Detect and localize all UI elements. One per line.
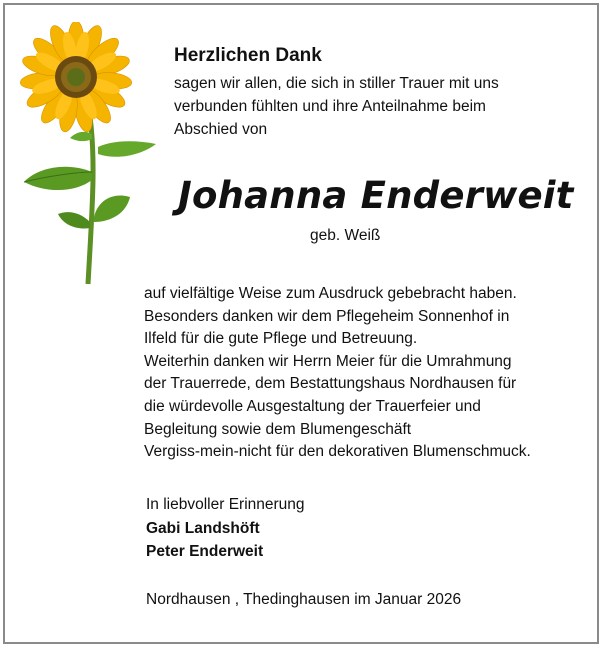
intro-line: Abschied von <box>174 121 268 138</box>
intro-line: sagen wir allen, die sich in stiller Trauer mit uns <box>174 75 499 92</box>
birth-name: geb. Weiß <box>310 227 381 244</box>
signer-name: Peter Enderweit <box>146 543 264 560</box>
signer-name: Gabi Landshöft <box>146 519 260 537</box>
greeting: In liebvoller Erinnerung <box>146 496 305 513</box>
body-line: Begleitung sowie dem Blumengeschäft <box>144 420 412 438</box>
intro-line: verbunden fühlten und ihre Anteilnahme beim <box>174 98 486 115</box>
heading: Herzlichen Dank <box>174 45 322 66</box>
body-line: Besonders danken wir dem Pflegeheim Sonnenhof in <box>144 307 510 325</box>
deceased-name: Johanna Enderweit <box>178 174 574 217</box>
signoff <box>146 493 305 564</box>
body-line: Vergiss-mein-nicht für den dekorativen Blumenschmuck. <box>144 443 531 461</box>
body-line: auf vielfältige Weise zum Ausdruck gebebracht haben. <box>144 285 517 302</box>
place-date: Nordhausen , Thedinghausen im Januar 2026 <box>146 591 462 608</box>
body-line: Ilfeld für die gute Pflege und Betreuung. <box>144 330 418 348</box>
sunflower-icon <box>18 22 168 287</box>
body-text <box>144 283 589 464</box>
intro-text <box>174 72 574 141</box>
body-line: der Trauerrede, dem Bestattungshaus Nordhausen für <box>144 375 517 393</box>
body-line: Weiterhin danken wir Herrn Meier für die Umrahmung <box>144 352 512 370</box>
body-line: die würdevolle Ausgestaltung der Trauerfeier und <box>144 397 481 415</box>
